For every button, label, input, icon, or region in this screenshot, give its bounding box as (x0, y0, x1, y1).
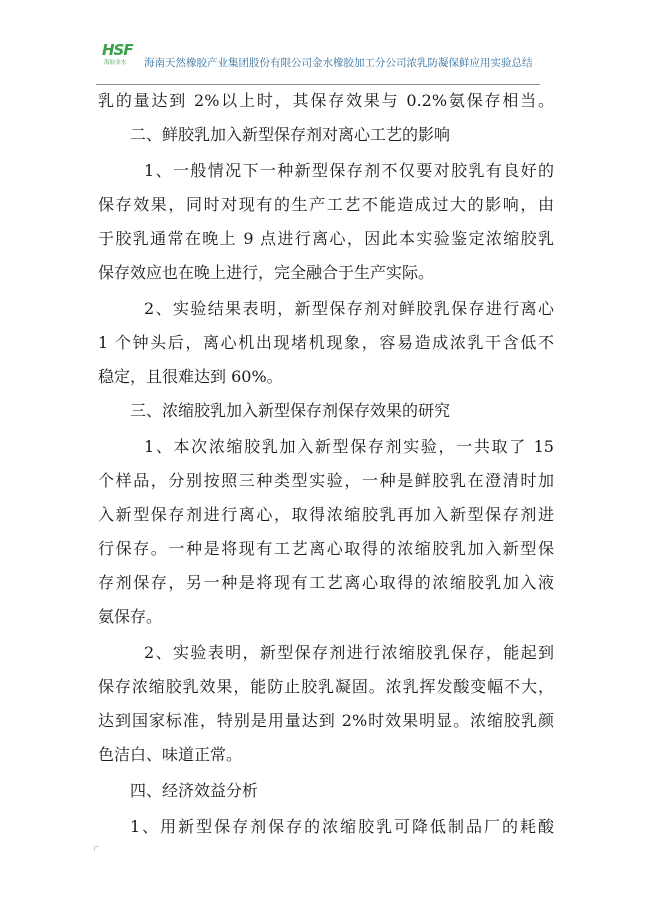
paragraph-line: 于胶乳通常在晚上 9 点进行离心，因此本实验鉴定浓缩胶乳 (98, 229, 554, 248)
paragraph-line: 个样品，分别按照三种类型实验，一种是鲜胶乳在澄清时加 (98, 471, 554, 490)
paragraph-line: 存剂保存，另一种是将现有工艺离心取得的浓缩胶乳加入液 (98, 573, 554, 592)
section-heading: 三、浓缩胶乳加入新型保存剂保存效果的研究 (130, 401, 451, 420)
paragraph-line: 达到国家标准，特别是用量达到 2%时效果明显。浓缩胶乳颜 (98, 711, 554, 730)
paragraph-line: 2、实验表明，新型保存剂进行浓缩胶乳保存，能起到 (144, 643, 554, 662)
paragraph-line: 色洁白、味道正常。 (98, 745, 243, 764)
paragraph-line: 1 个钟头后，离心机出现堵机现象，容易造成浓乳干含低不 (98, 333, 554, 352)
paragraph-line: 2、实验结果表明，新型保存剂对鲜胶乳保存进行离心 (144, 299, 554, 318)
paragraph-line: 稳定，且很难达到 60%。 (98, 367, 283, 386)
paragraph-line: 氨保存。 (98, 607, 163, 626)
paragraph-line: 行保存。一种是将现有工艺离心取得的浓缩胶乳加入新型保 (98, 539, 554, 558)
logo-subtext: 海胶金水 (104, 59, 127, 66)
logo-text: HSF (102, 41, 133, 59)
paragraph-line: 入新型保存剂进行离心，取得浓缩胶乳再加入新型保存剂进 (98, 505, 554, 524)
company-logo (102, 42, 146, 72)
header-title: 海南天然橡胶产业集团股份有限公司金水橡胶加工分公司浓乳防凝保鲜应用实验总结 (144, 57, 533, 69)
section-heading: 四、经济效益分析 (130, 781, 259, 800)
paragraph-line: 保存效应也在晚上进行，完全融合于生产实际。 (98, 263, 435, 282)
paragraph-line: 保存效果，同时对现有的生产工艺不能造成过大的影响，由 (98, 195, 554, 214)
section-heading: 二、鲜胶乳加入新型保存剂对离心工艺的影响 (130, 125, 451, 144)
paragraph-line: 1、一般情况下一种新型保存剂不仅要对胶乳有良好的 (144, 161, 554, 180)
page-header (96, 38, 540, 85)
paragraph-line: 1、用新型保存剂保存的浓缩胶乳可降低制品厂的耗酸 (130, 817, 554, 836)
paragraph-line: 保存浓缩胶乳效果，能防止胶乳凝固。浓乳挥发酸变幅不大， (98, 677, 554, 696)
paragraph-line: 1、本次浓缩胶乳加入新型保存剂实验，一共取了 15 (144, 437, 554, 456)
page-corner-mark (94, 846, 99, 851)
paragraph-line: 乳的量达到 2%以上时，其保存效果与 0.2%氨保存相当。 (98, 91, 554, 110)
